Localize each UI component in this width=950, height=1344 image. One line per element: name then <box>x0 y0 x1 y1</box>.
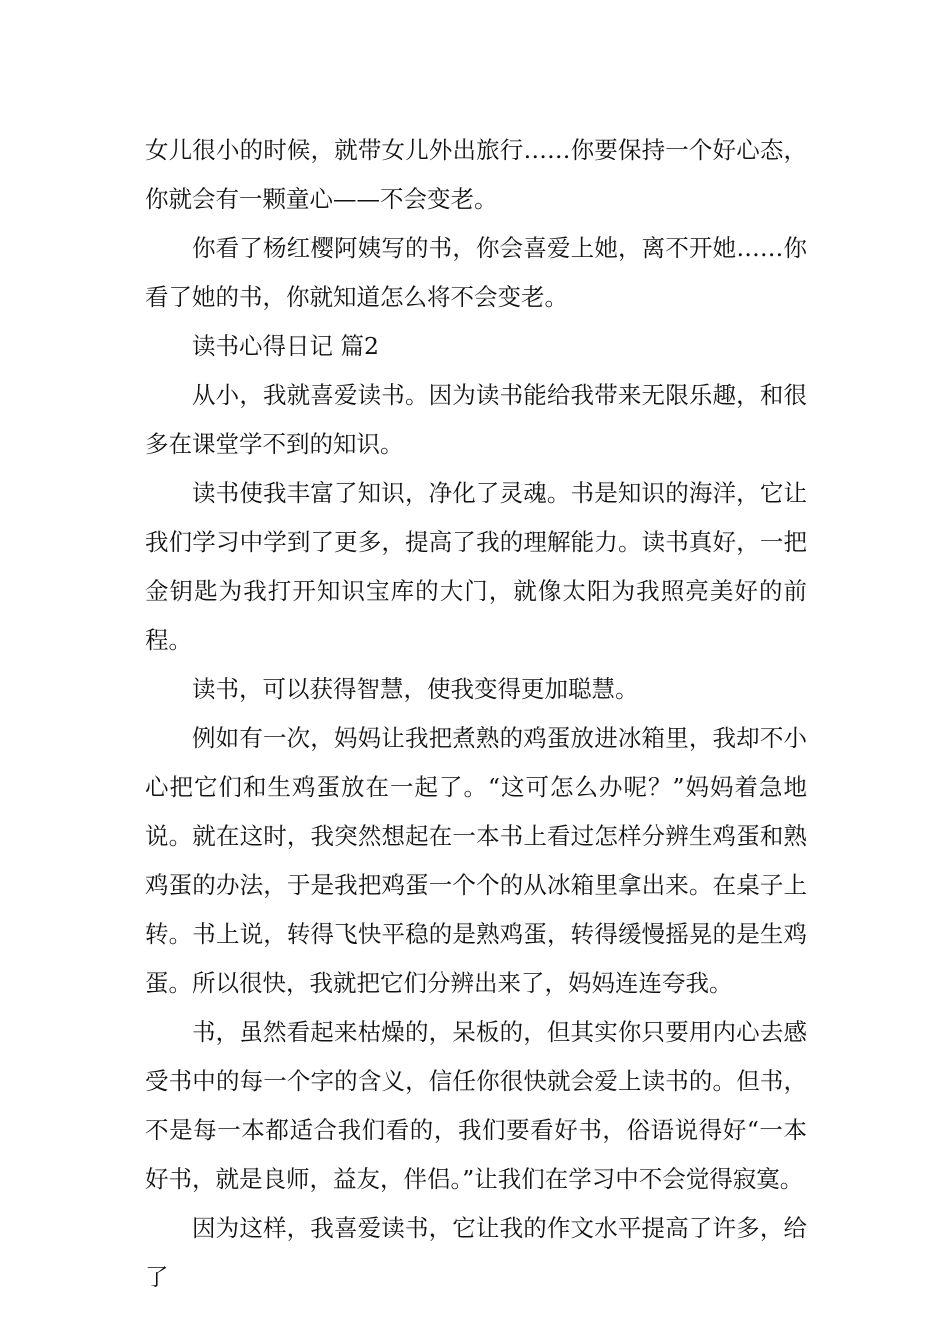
paragraph: 书，虽然看起来枯燥的，呆板的，但其实你只要用内心去感受书中的每一个字的含义，信任你很快就会爱上读书的。但书，不是每一本都适合我们看的，我们要看好书，俗语说得好“一本好书，就是良师，益友，伴侣。”让我们在学习中不会觉得寂寞。 <box>145 1018 807 1193</box>
paragraph: 因为这样，我喜爱读书，它让我的作文水平提高了许多，给了 <box>145 1214 807 1291</box>
section-heading: 读书心得日记 篇2 <box>192 332 379 360</box>
paragraph: 读书使我丰富了知识，净化了灵魂。书是知识的海洋，它让我们学习中学到了更多，提高了我的理解能力。读书真好，一把金钥匙为我打开知识宝库的大门，就像太阳为我照亮美好的前程。 <box>145 479 807 654</box>
paragraph-continued: 女儿很小的时候，就带女儿外出旅行……你要保持一个好心态，你就会有一颗童心——不会变老。 <box>145 136 807 213</box>
paragraph: 读书，可以获得智慧，使我变得更加聪慧。 <box>192 675 639 703</box>
paragraph: 你看了杨红樱阿姨写的书，你会喜爱上她，离不开她……你看了她的书，你就知道怎么将不会变老。 <box>145 234 807 311</box>
document-body <box>145 126 807 1302</box>
paragraph: 例如有一次，妈妈让我把煮熟的鸡蛋放进冰箱里，我却不小心把它们和生鸡蛋放在一起了。“这可怎么办呢？”妈妈着急地说。就在这时，我突然想起在一本书上看过怎样分辨生鸡蛋和熟鸡蛋的办法，于是我把鸡蛋一个个的从冰箱里拿出来。在桌子上转。书上说，转得飞快平稳的是熟鸡蛋，转得缓慢摇晃的是生鸡蛋。所以很快，我就把它们分辨出来了，妈妈连连夸我。 <box>145 724 807 997</box>
paragraph: 从小，我就喜爱读书。因为读书能给我带来无限乐趣，和很多在课堂学不到的知识。 <box>145 381 807 458</box>
